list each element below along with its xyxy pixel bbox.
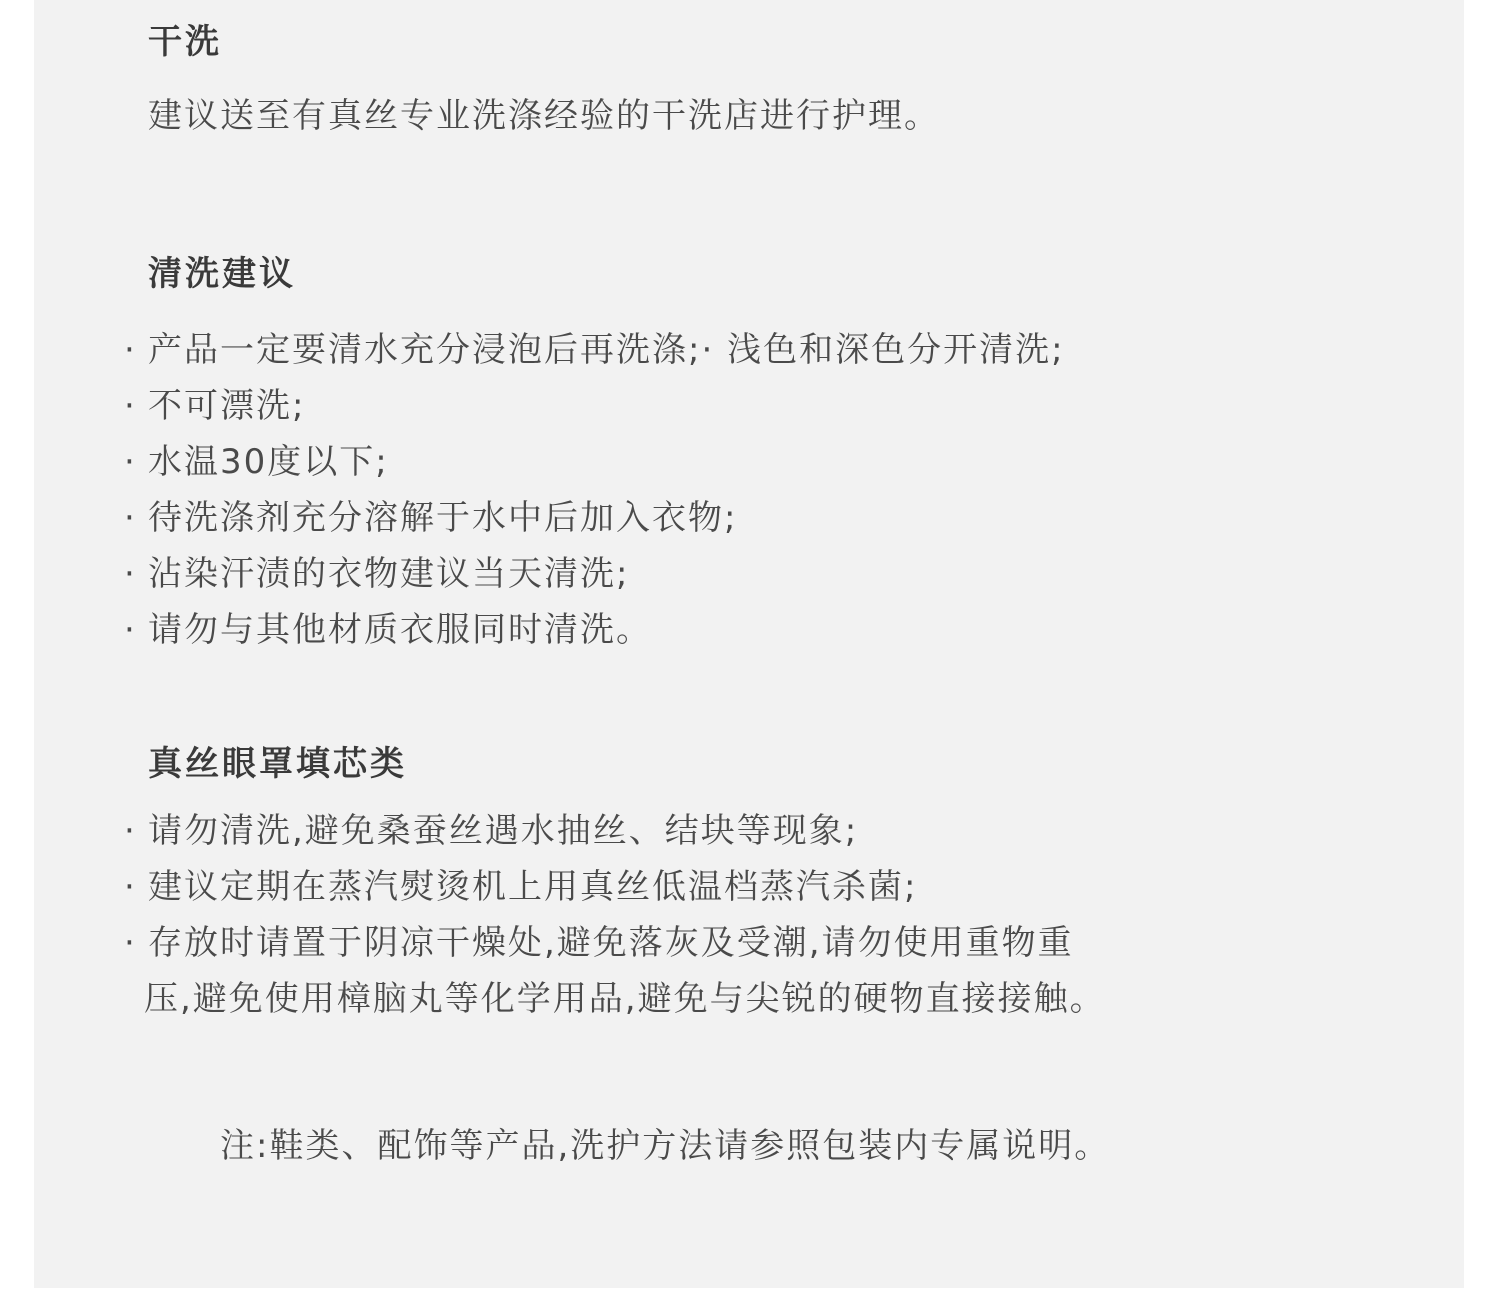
bullet-dot: · (124, 554, 137, 594)
silk-item-text: 存放时请置于阴凉干燥处,避免落灰及受潮,请勿使用重物重 (148, 923, 1074, 963)
silk-item-text: 建议定期在蒸汽熨烫机上用真丝低温档蒸汽杀菌; (148, 867, 918, 907)
washing-item-text: 水温30度以下; (148, 442, 389, 482)
list-item (124, 490, 1065, 546)
silk-item-continuation-text: 压,避免使用樟脑丸等化学用品,避免与尖锐的硬物直接接触。 (144, 979, 1106, 1019)
list-item (124, 378, 1065, 434)
bullet-dot: · (124, 330, 137, 370)
bullet-dot: · (124, 867, 137, 907)
list-item (124, 859, 1106, 915)
bullet-dot: · (124, 498, 137, 538)
bullet-dot: · (124, 386, 137, 426)
washing-item-text: 请勿与其他材质衣服同时清洗。 (148, 610, 652, 650)
bullet-dot: · (124, 811, 137, 851)
washing-heading: 清洗建议 (148, 254, 296, 294)
bullet-dot: · (124, 610, 137, 650)
washing-list (124, 322, 1065, 658)
list-item-continuation (124, 971, 1106, 1027)
bullet-dot: · (124, 442, 137, 482)
silk-item-text: 请勿清洗,避免桑蚕丝遇水抽丝、结块等现象; (148, 811, 859, 851)
list-item (124, 322, 1065, 378)
list-item (124, 602, 1065, 658)
silk-eye-mask-heading: 真丝眼罩填芯类 (148, 744, 407, 784)
dry-clean-heading: 干洗 (148, 22, 222, 62)
silk-eye-mask-list (124, 803, 1106, 1027)
list-item (124, 915, 1106, 971)
washing-item-text: 沾染汗渍的衣物建议当天清洗; (148, 554, 630, 594)
list-item (124, 546, 1065, 602)
bullet-dot: · (124, 923, 137, 963)
dry-clean-text: 建议送至有真丝专业洗涤经验的干洗店进行护理。 (148, 96, 940, 136)
washing-item-text: 产品一定要清水充分浸泡后再洗涤;· 浅色和深色分开清洗; (148, 330, 1065, 370)
list-item (124, 803, 1106, 859)
washing-item-text: 不可漂洗; (148, 386, 306, 426)
footnote: 注:鞋类、配饰等产品,洗护方法请参照包装内专属说明。 (220, 1126, 1111, 1166)
washing-item-text: 待洗涤剂充分溶解于水中后加入衣物; (148, 498, 738, 538)
list-item (124, 434, 1065, 490)
